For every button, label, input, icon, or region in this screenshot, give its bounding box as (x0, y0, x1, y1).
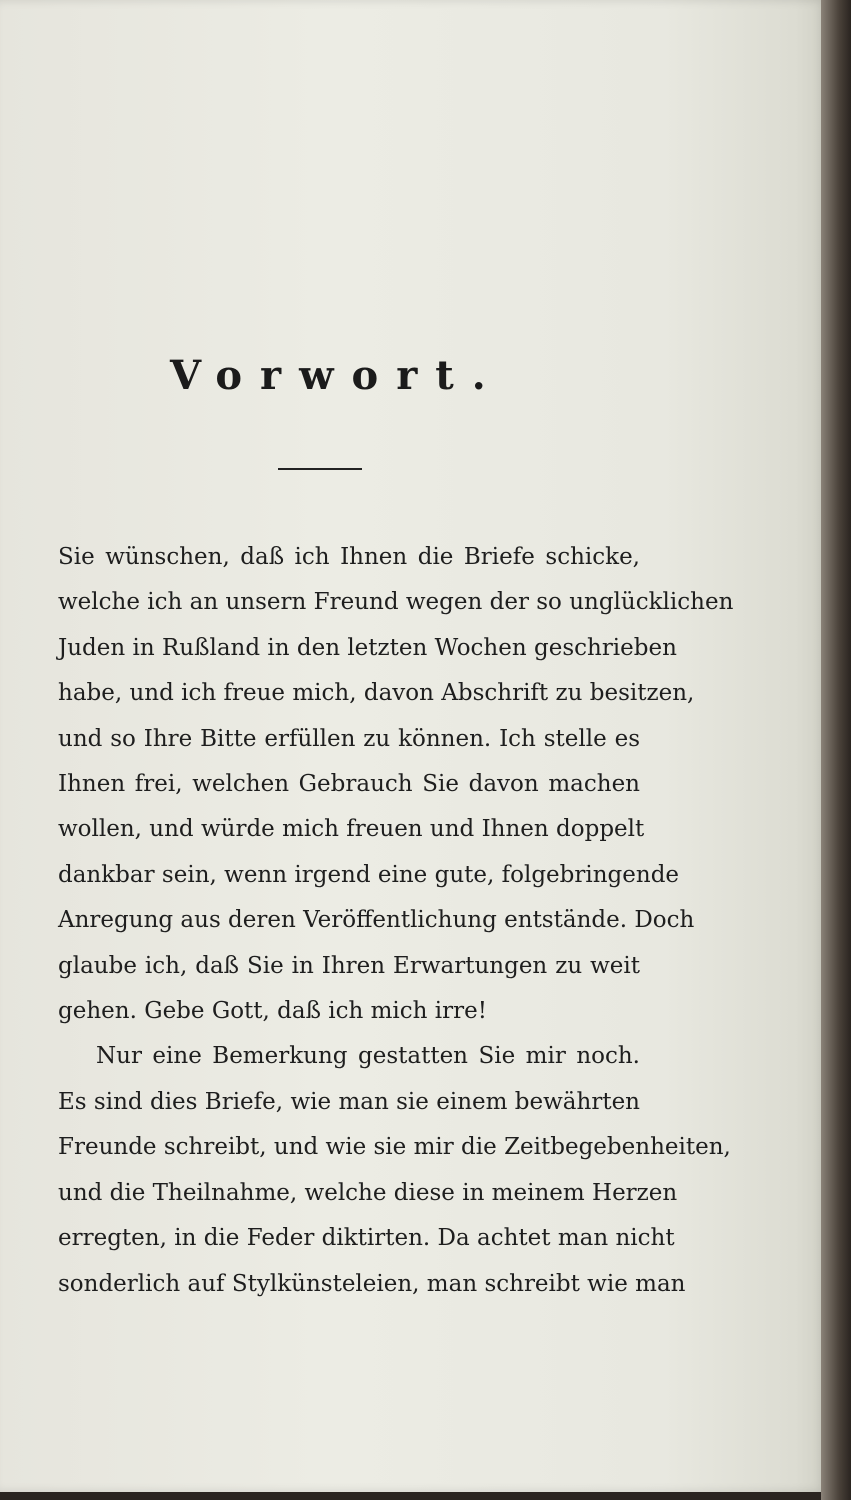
text-line: glaube ich, daß Sie in Ihren Erwartungen zu weit (58, 952, 640, 979)
text-line: welche ich an unsern Freund wegen der so unglücklichen (58, 589, 734, 616)
text-line: wollen, und würde mich freuen und Ihnen doppelt (58, 816, 645, 843)
text-line: Ihnen frei, welchen Gebrauch Sie davon machen (58, 771, 640, 798)
text-line: erregten, in die Feder diktirten. Da achtet man nicht (58, 1225, 675, 1252)
text-line: Sie wünschen, daß ich Ihnen die Briefe schicke, (58, 544, 640, 570)
text-line: gehen. Gebe Gott, daß ich mich irre! (58, 998, 487, 1025)
text-line: sonderlich auf Stylkünsteleien, man schreibt wie man (58, 1270, 686, 1297)
paragraph-2 (58, 1034, 731, 1306)
text-line: Es sind dies Briefe, wie man sie einem bewährten (58, 1088, 640, 1115)
text-line: und so Ihre Bitte erfüllen zu können. Ich stelle es (58, 725, 640, 752)
page-edge-shadow (821, 0, 851, 1500)
paragraph-1 (58, 535, 734, 1034)
heading-divider (278, 468, 362, 470)
text-line: Freunde schreibt, und wie sie mir die Zeitbegebenheiten, (58, 1134, 731, 1161)
text-line: und die Theilnahme, welche diese in meinem Herzen (58, 1179, 678, 1206)
text-line: dankbar sein, wenn irgend eine gute, folgebringende (58, 861, 680, 888)
text-line: Nur eine Bemerkung gestatten Sie mir noch. (96, 1043, 640, 1070)
text-line: habe, und ich freue mich, davon Abschrift zu besitzen, (58, 680, 695, 707)
body-text (58, 535, 734, 1307)
text-line: Juden in Rußland in den letzten Wochen geschrieben (58, 634, 677, 661)
text-line: Anregung aus deren Veröffentlichung entstände. Doch (58, 907, 695, 934)
page-heading: Vorwort. (170, 352, 504, 399)
